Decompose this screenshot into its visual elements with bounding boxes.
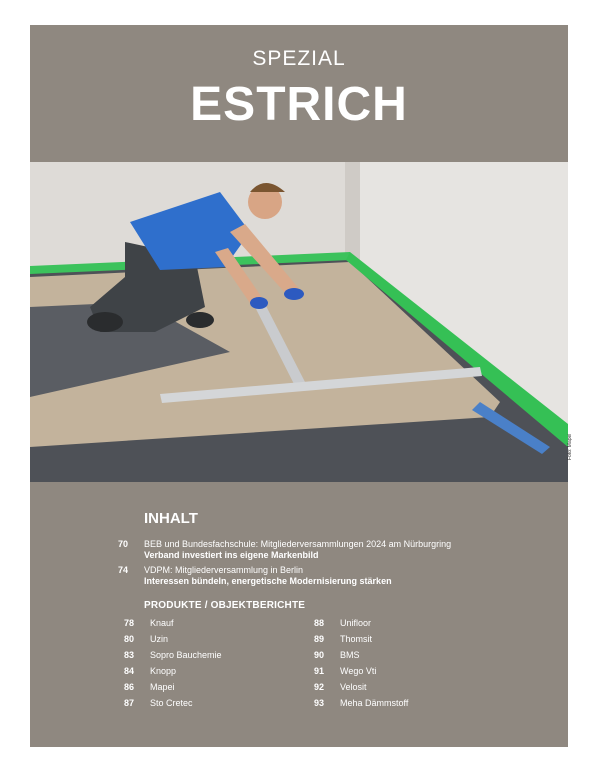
item-name: Uzin: [150, 634, 169, 644]
entry-subtitle: VDPM: Mitgliederversammlung in Berlin: [144, 565, 304, 575]
cover-panel: [30, 25, 568, 747]
product-item[interactable]: [314, 697, 408, 709]
item-page: 90: [314, 650, 325, 660]
item-page: 92: [314, 682, 325, 692]
product-item[interactable]: [124, 681, 175, 693]
item-page: 89: [314, 634, 325, 644]
item-page: 83: [124, 650, 135, 660]
item-name: Mapei: [150, 682, 175, 692]
item-page: 91: [314, 666, 325, 676]
item-page: 86: [124, 682, 135, 692]
item-page: 87: [124, 698, 135, 708]
cover-photo: [30, 162, 568, 482]
product-item[interactable]: [314, 617, 371, 629]
item-name: Sopro Bauchemie: [150, 650, 222, 660]
product-item[interactable]: [124, 617, 174, 629]
item-name: BMS: [340, 650, 360, 660]
entry-title: Verband investiert ins eigene Markenbild: [144, 550, 319, 560]
item-page: 93: [314, 698, 325, 708]
product-item[interactable]: [314, 633, 372, 645]
item-name: Thomsit: [340, 634, 373, 644]
entry-subtitle: BEB und Bundesfachschule: Mitgliederversammlungen 2024 am Nürburgring: [144, 539, 452, 549]
section-kicker: SPEZIAL: [252, 47, 346, 70]
item-name: Wego Vti: [340, 666, 377, 676]
item-page: 88: [314, 618, 325, 628]
table-of-contents: [30, 482, 568, 747]
entry-page: 74: [118, 565, 129, 575]
product-item[interactable]: [314, 665, 376, 677]
product-item[interactable]: [124, 665, 176, 677]
item-name: Meha Dämmstoff: [340, 698, 409, 708]
product-item[interactable]: [124, 697, 193, 709]
entry-title: Interessen bündeln, energetische Modernisierung stärken: [144, 576, 392, 586]
item-name: Knauf: [150, 618, 174, 628]
product-item[interactable]: [124, 633, 168, 645]
item-name: Unifloor: [340, 618, 372, 628]
photo-illustration: [30, 162, 568, 482]
entry-page: 70: [118, 539, 129, 549]
product-item[interactable]: [314, 649, 360, 661]
page-title: ESTRICH: [190, 78, 408, 131]
item-page: 84: [124, 666, 135, 676]
product-item[interactable]: [124, 649, 222, 661]
item-name: Sto Cretec: [150, 698, 193, 708]
products-heading: PRODUKTE / OBJEKTBERICHTE: [144, 600, 306, 611]
photo-credit: Foto: Mapei: [567, 433, 573, 460]
toc-heading: INHALT: [144, 510, 198, 527]
item-page: 80: [124, 634, 135, 644]
header: [30, 25, 568, 162]
item-name: Velosit: [340, 682, 367, 692]
product-item[interactable]: [314, 681, 367, 693]
item-page: 78: [124, 618, 135, 628]
item-name: Knopp: [150, 666, 177, 676]
